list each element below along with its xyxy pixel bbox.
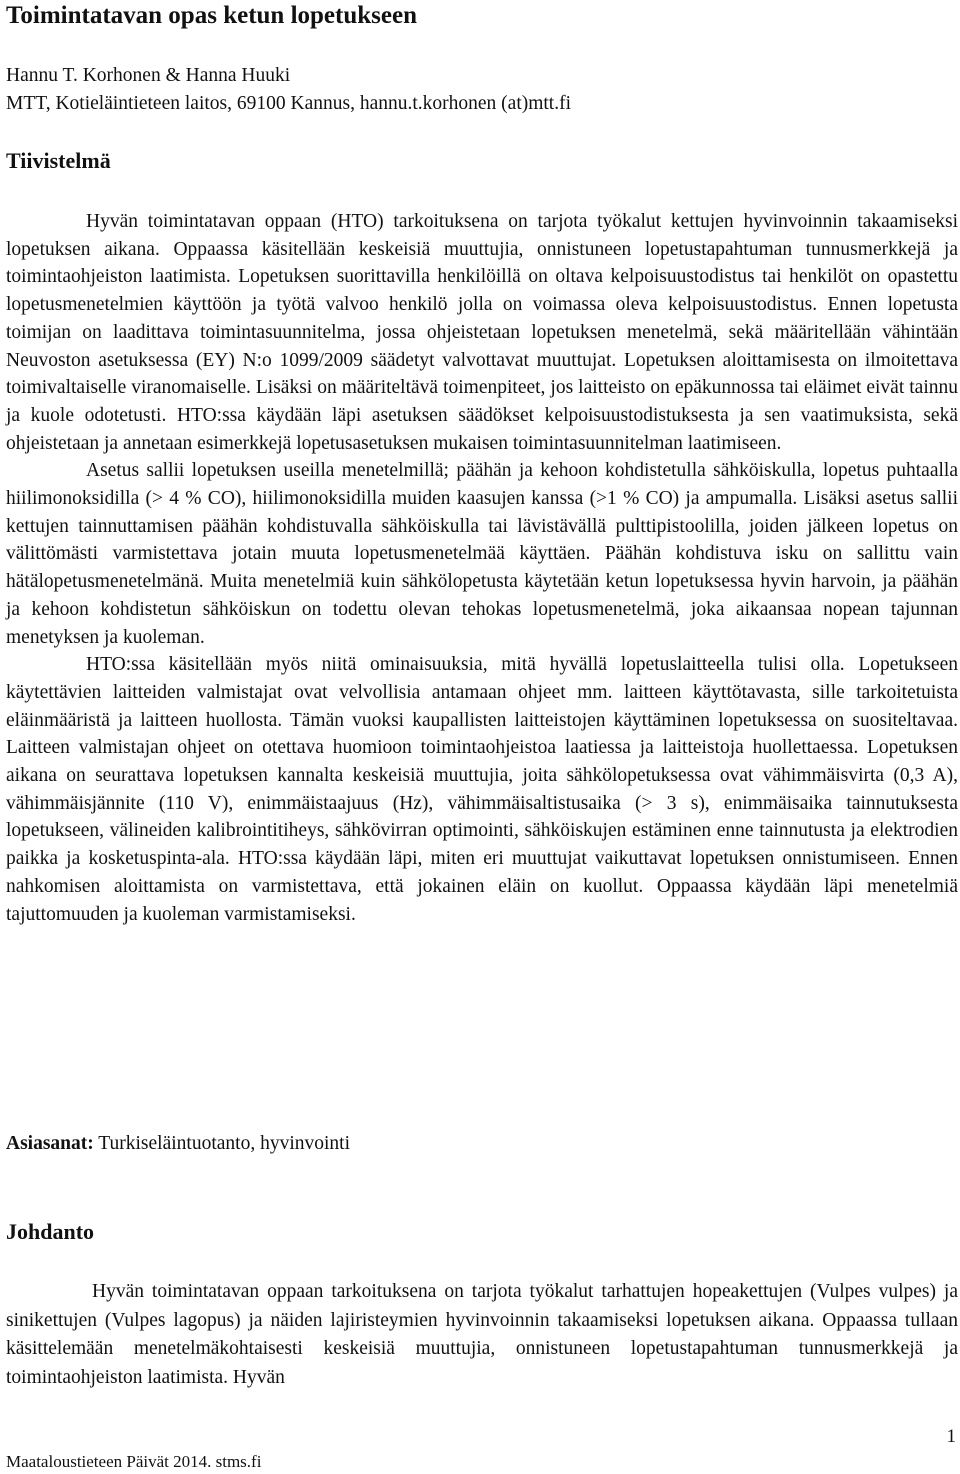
abstract-paragraph: HTO:ssa käsitellään myös niitä ominaisuuksia, mitä hyvällä lopetuslaitteella tulisi olla. Lopetukseen käytettävien laitteiden valmistajat ovat velvollisia antamaan ohjeet mm. laitteen käyttötavasta, sille tarkoitetuista eläinmääristä ja laitteen huollosta. Tämän vuoksi kaupallisten laitteistojen käyttäminen lopetuksessa on suositeltavaa. Laitteen valmistajan ohjeet on otettava huomioon toimintaohjeistoa laatiessa ja laitteistoja huollettaessa. Lopetuksen aikana on seurattava lopetuksen kannalta keskeisiä muuttujia, joita sähkölopetuksessa ovat vähimmäisvirta (0,3 A), vähimmäisjännite (110 V), enimmäistaajuus (Hz), vähimmäisaltistusaika (> 3 s), enimmäisaika tainnutuksesta lopetukseen, välineiden kalibrointitiheys, sähkövirran optimointi, sähköiskujen estäminen enne tainnutusta ja elektrodien paikka ja kosketuspinta-ala. HTO:ssa käydään läpi, miten eri muuttujat vaikuttavat lopetuksen onnistumiseen. Ennen nahkomisen aloittamista on varmistettava, että jokainen eläin on kuollut. Oppaassa käydään läpi menetelmiä tajuttomuuden ja kuoleman varmistamiseksi. <box>6 654 958 925</box>
author-block <box>6 62 571 118</box>
abstract-paragraph: Asetus sallii lopetuksen useilla menetelmillä; päähän ja kehoon kohdistetulla sähköiskulla, lopetus puhtaalla hiilimonoksidilla (> 4 % CO), hiilimonoksidilla muiden kaasujen kanssa (>1 % CO) ja ampumalla. Lisäksi asetus sallii kettujen tainnuttamisen päähän kohdistuvalla sähköiskulla tai lävistävällä pulttipistoolilla, joiden jälkeen lopetus on välittömästi varmistettava jotain muuta lopetusmenetelmää käyttäen. Päähän kohdistuva isku on sallittu vain hätälopetusmenetelmänä. Muita menetelmiä kuin sähkölopetusta käytetään ketun lopetuksessa hyvin harvoin, ja päähän ja kehoon kohdistetun sähköiskun on todettu olevan tehokas lopetusmenetelmä, joka aikaansaa nopean tajunnan menetyksen ja kuoleman. <box>6 460 958 648</box>
footer-text: Maataloustieteen Päivät 2014. stms.fi <box>6 1452 262 1471</box>
page-number: 1 <box>946 1426 956 1447</box>
keywords-line <box>6 1133 350 1155</box>
abstract-heading: Tiivistelmä <box>6 148 111 173</box>
keywords-value: Turkiseläintuotanto, hyvinvointi <box>93 1133 350 1154</box>
document-title: Toimintatavan opas ketun lopetukseen <box>6 2 417 29</box>
abstract-body <box>6 208 958 928</box>
introduction-body <box>6 1278 958 1393</box>
author-affiliation: MTT, Kotieläintieteen laitos, 69100 Kannus, hannu.t.korhonen (at)mtt.fi <box>6 93 572 114</box>
keywords-label: Asiasanat: <box>6 1133 94 1154</box>
author-names: Hannu T. Korhonen & Hanna Huuki <box>6 65 291 86</box>
abstract-paragraph: Hyvän toimintatavan oppaan (HTO) tarkoituksena on tarjota työkalut kettujen hyvinvoinnin takaamiseksi lopetuksen aikana. Oppaassa käsitellään keskeisiä muuttujia, onnistuneen lopetustapahtuman tunnusmerkkejä ja toimintaohjeiston laatimista. Lopetuksen suorittavilla henkilöillä on oltava kelpoisuustodistus tai henkilöt on opastettu lopetusmenetelmien käyttöön ja työtä valvoo henkilö jolla on voimassa oleva kelpoisuustodistus. Ennen lopetusta toimijan on laadittava toimintasuunnitelma, jossa ohjeistetaan lopetuksen menetelmä, sekä määritellään vähintään Neuvoston asetuksessa (EY) N:o 1099/2009 säädetyt valvottavat muuttujat. Lopetuksen aloittamisesta on ilmoitettava toimivaltaiselle viranomaiselle. Lisäksi on määriteltävä toimenpiteet, jos laitteisto on epäkunnossa tai eläimet eivät tainnu ja kuole odotetusti. HTO:ssa käydään läpi asetuksen säädökset kelpoisuustodistuksesta ja sen vaatimuksista, sekä ohjeistetaan ja annetaan esimerkkejä lopetusasetuksen mukaisen toimintasuunnitelman laatimiseen. <box>6 211 958 454</box>
introduction-heading: Johdanto <box>6 1219 95 1244</box>
introduction-paragraph: Hyvän toimintatavan oppaan tarkoituksena on tarjota työkalut tarhattujen hopeakettujen (Vulpes vulpes) ja sinikettujen (Vulpes lagopus) ja näiden lajiristeymien hyvinvoinnin takaamiseksi lopetuksen aikana. Oppaassa tullaan käsittelemään menetelmäkohtaisesti keskeisiä muuttujia, onnistuneen lopetustapahtuman tunnusmerkkejä ja toimintaohjeiston laatimista. Hyvän <box>6 1281 958 1389</box>
